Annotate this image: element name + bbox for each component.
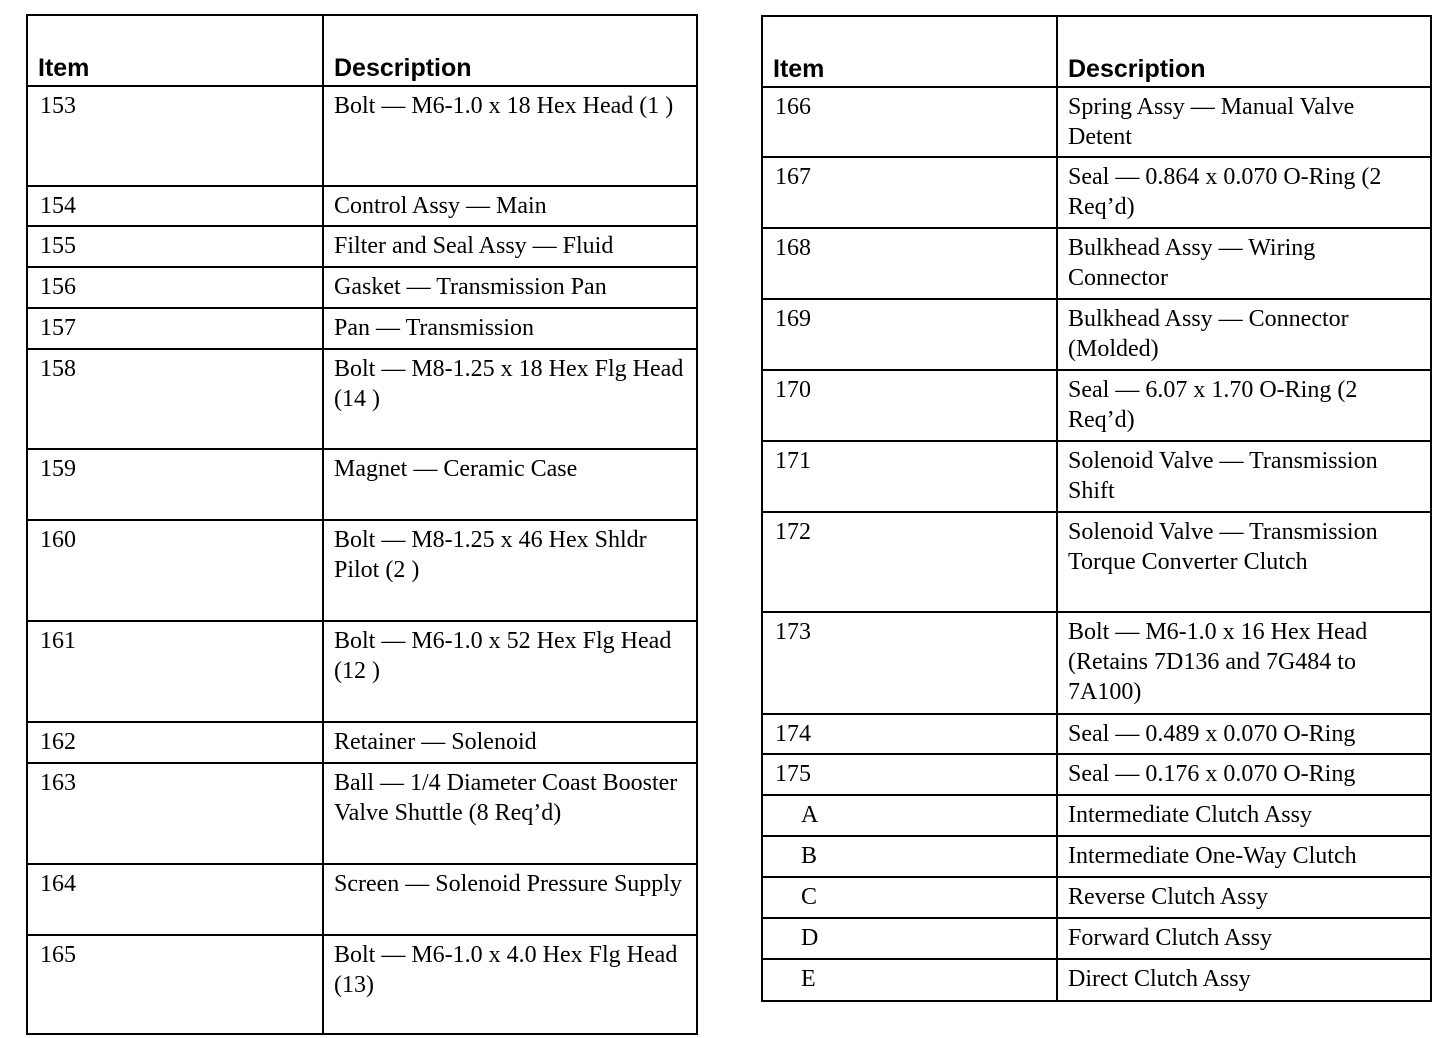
description-column-header: Description: [323, 15, 697, 86]
item-number: 165: [27, 935, 323, 1034]
item-number: 163: [27, 763, 323, 864]
table-row: [762, 612, 1431, 714]
item-description: Control Assy — Main: [323, 186, 697, 226]
item-description: Spring Assy — Manual Valve Detent: [1057, 87, 1431, 157]
table-row: [762, 754, 1431, 795]
item-letter: C: [762, 877, 1057, 918]
item-number: 170: [762, 370, 1057, 441]
item-description: Retainer — Solenoid: [323, 722, 697, 763]
item-letter: D: [762, 918, 1057, 959]
table-row: [762, 714, 1431, 754]
table-row: [27, 763, 697, 864]
table-row: [762, 959, 1431, 1001]
item-number: 171: [762, 441, 1057, 512]
item-description: Bolt — M6-1.0 x 16 Hex Head (Retains 7D136 and 7G484 to 7A100): [1057, 612, 1431, 714]
item-description: Bolt — M6-1.0 x 18 Hex Head (1 ): [323, 86, 697, 186]
item-number: 153: [27, 86, 323, 186]
table-row: [27, 86, 697, 186]
table-row: [27, 267, 697, 308]
table-row: [27, 520, 697, 621]
item-number: 173: [762, 612, 1057, 714]
item-letter: E: [762, 959, 1057, 1001]
table-row: [762, 918, 1431, 959]
item-description: Bolt — M6-1.0 x 4.0 Hex Flg Head (13): [323, 935, 697, 1034]
item-number: 169: [762, 299, 1057, 370]
parts-table-right: [761, 15, 1432, 1002]
item-description: Ball — 1/4 Diameter Coast Booster Valve Shuttle (8 Req’d): [323, 763, 697, 864]
item-description: Pan — Transmission: [323, 308, 697, 349]
item-number: 167: [762, 157, 1057, 228]
item-description: Solenoid Valve — Transmission Shift: [1057, 441, 1431, 512]
item-description: Forward Clutch Assy: [1057, 918, 1431, 959]
item-column-header: Item: [27, 15, 323, 86]
item-description: Bolt — M6-1.0 x 52 Hex Flg Head (12 ): [323, 621, 697, 722]
table-row: [762, 299, 1431, 370]
table-row: [762, 512, 1431, 612]
table-row: [27, 226, 697, 267]
item-number: 154: [27, 186, 323, 226]
table-row: [27, 722, 697, 763]
item-number: 175: [762, 754, 1057, 795]
item-description: Seal — 0.176 x 0.070 O-Ring: [1057, 754, 1431, 795]
table-row: [27, 864, 697, 935]
item-description: Bolt — M8-1.25 x 46 Hex Shldr Pilot (2 ): [323, 520, 697, 621]
table-row: [27, 449, 697, 520]
item-number: 164: [27, 864, 323, 935]
item-column-header: Item: [762, 16, 1057, 87]
item-description: Direct Clutch Assy: [1057, 959, 1431, 1001]
item-description: Intermediate Clutch Assy: [1057, 795, 1431, 836]
item-number: 172: [762, 512, 1057, 612]
item-description: Gasket — Transmission Pan: [323, 267, 697, 308]
table-row: [762, 157, 1431, 228]
parts-table-left: [26, 14, 698, 1035]
item-number: 155: [27, 226, 323, 267]
item-description: Magnet — Ceramic Case: [323, 449, 697, 520]
item-description: Seal — 0.489 x 0.070 O-Ring: [1057, 714, 1431, 754]
table-row: [762, 836, 1431, 877]
item-letter: A: [762, 795, 1057, 836]
item-description: Intermediate One-Way Clutch: [1057, 836, 1431, 877]
description-column-header: Description: [1057, 16, 1431, 87]
table-row: [762, 877, 1431, 918]
item-number: 162: [27, 722, 323, 763]
item-description: Bulkhead Assy — Connector (Molded): [1057, 299, 1431, 370]
item-description: Bulkhead Assy — Wiring Connector: [1057, 228, 1431, 299]
item-number: 168: [762, 228, 1057, 299]
item-description: Filter and Seal Assy — Fluid: [323, 226, 697, 267]
item-number: 160: [27, 520, 323, 621]
table-row: [762, 441, 1431, 512]
table-row: [27, 186, 697, 226]
table-row: [762, 370, 1431, 441]
item-description: Seal — 6.07 x 1.70 O-Ring (2 Req’d): [1057, 370, 1431, 441]
table-row: [762, 228, 1431, 299]
table-row: [27, 308, 697, 349]
item-description: Reverse Clutch Assy: [1057, 877, 1431, 918]
item-number: 157: [27, 308, 323, 349]
item-number: 161: [27, 621, 323, 722]
table-row: [27, 935, 697, 1034]
item-number: 174: [762, 714, 1057, 754]
item-description: Screen — Solenoid Pressure Supply: [323, 864, 697, 935]
item-number: 159: [27, 449, 323, 520]
table-row: [27, 349, 697, 449]
table-row: [762, 795, 1431, 836]
item-description: Solenoid Valve — Transmission Torque Converter Clutch: [1057, 512, 1431, 612]
table-row: [762, 87, 1431, 157]
item-description: Bolt — M8-1.25 x 18 Hex Flg Head (14 ): [323, 349, 697, 449]
item-number: 166: [762, 87, 1057, 157]
item-number: 158: [27, 349, 323, 449]
item-description: Seal — 0.864 x 0.070 O-Ring (2 Req’d): [1057, 157, 1431, 228]
table-row: [27, 621, 697, 722]
item-letter: B: [762, 836, 1057, 877]
item-number: 156: [27, 267, 323, 308]
